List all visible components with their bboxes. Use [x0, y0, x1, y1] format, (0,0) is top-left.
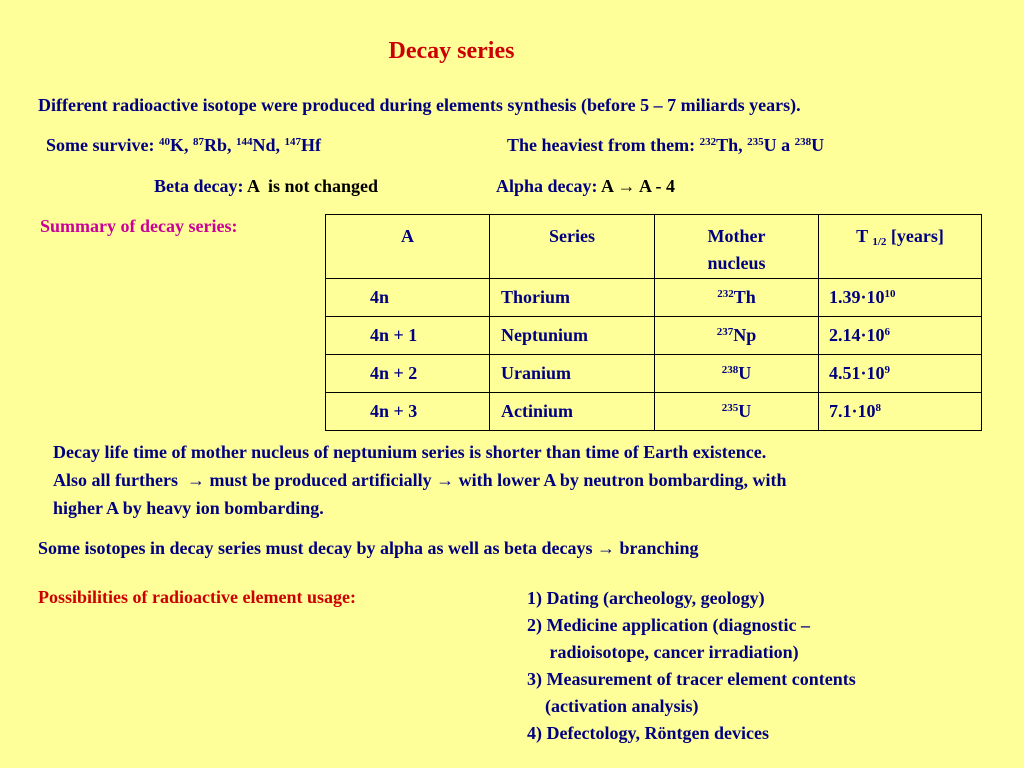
cell-half-life [819, 355, 982, 393]
header-mother-nucleus [655, 215, 819, 279]
usage-item: 3) Measurement of tracer element contents [527, 669, 856, 689]
beta-decay-value: A is not changed [246, 176, 379, 196]
isotope-symbol: Nd [252, 135, 276, 155]
usage-item: 2) Medicine application (diagnostic – [527, 615, 810, 635]
separator: a [776, 135, 795, 155]
usage-item: radioisotope, cancer irradiation) [527, 642, 799, 662]
alpha-decay-value: A → A - 4 [601, 176, 676, 196]
table-row [326, 279, 982, 317]
half-life-base: 7.1·10 [829, 401, 876, 421]
heaviest-label: The heaviest from them: [507, 135, 700, 155]
half-life-exponent: 8 [875, 402, 882, 414]
cell-series: Actinium [490, 393, 655, 431]
cell-series: Neptunium [490, 317, 655, 355]
separator: , [275, 135, 285, 155]
neptunium-paragraph [53, 438, 787, 522]
usage-item: 4) Defectology, Röntgen devices [527, 723, 769, 743]
table-row [326, 317, 982, 355]
paragraph-line: Also all furthers → must be produced artificially → with lower A by neutron bombarding, with [53, 470, 787, 490]
table-row [326, 355, 982, 393]
header-a: A [326, 215, 490, 279]
cell-a: 4n + 2 [326, 355, 490, 393]
isotope-mass: 87 [193, 136, 204, 148]
cell-a: 4n + 3 [326, 393, 490, 431]
beta-decay-line [154, 176, 378, 197]
usage-label: Possibilities of radioactive element usage: [38, 587, 356, 607]
header-half-life [819, 215, 982, 279]
half-life-exponent: 6 [884, 326, 891, 338]
isotope-symbol: Hf [301, 135, 322, 155]
header-t-unit: [years] [886, 226, 944, 246]
survive-line [46, 135, 321, 156]
half-life-base: 4.51·10 [829, 363, 885, 383]
usage-list [527, 585, 856, 747]
beta-decay-label: Beta decay: [154, 176, 247, 196]
isotope-mass: 144 [236, 136, 253, 148]
nucleus-symbol: U [738, 363, 752, 383]
decay-series-table [325, 214, 982, 431]
header-mother-line1: Mother [707, 226, 766, 246]
isotope-mass: 238 [794, 136, 812, 148]
cell-a: 4n [326, 279, 490, 317]
header-t: T [856, 226, 873, 246]
survive-label: Some survive: [46, 135, 159, 155]
page-title: Decay series [388, 38, 515, 64]
intro-text: Different radioactive isotope were produced during elements synthesis (before 5 – 7 miliards years). [38, 95, 801, 115]
separator: , [738, 135, 748, 155]
heaviest-line [507, 135, 824, 156]
nucleus-mass: 238 [721, 364, 739, 376]
nucleus-symbol: Th [733, 287, 756, 307]
isotope-symbol: K [169, 135, 184, 155]
cell-mother-nucleus [655, 355, 819, 393]
cell-series: Thorium [490, 279, 655, 317]
usage-item: 1) Dating (archeology, geology) [527, 588, 765, 608]
isotope-symbol: U [763, 135, 777, 155]
half-life-base: 2.14·10 [829, 325, 885, 345]
cell-mother-nucleus [655, 279, 819, 317]
nucleus-mass: 235 [721, 402, 739, 414]
half-life-base: 1.39·10 [829, 287, 885, 307]
cell-a: 4n + 1 [326, 317, 490, 355]
nucleus-symbol: Np [733, 325, 757, 345]
usage-item: (activation analysis) [527, 696, 699, 716]
cell-mother-nucleus [655, 317, 819, 355]
cell-half-life [819, 279, 982, 317]
isotope-mass: 232 [699, 136, 717, 148]
alpha-decay-label: Alpha decay: [496, 176, 602, 196]
separator: , [227, 135, 237, 155]
nucleus-symbol: U [738, 401, 752, 421]
table-header-row [326, 215, 982, 279]
paragraph-line: higher A by heavy ion bombarding. [53, 498, 324, 518]
isotope-symbol: Rb [204, 135, 228, 155]
header-mother-line2: nucleus [707, 253, 766, 273]
isotope-symbol: U [811, 135, 825, 155]
summary-label: Summary of decay series: [40, 216, 238, 236]
isotope-mass: 235 [747, 136, 764, 148]
cell-mother-nucleus [655, 393, 819, 431]
header-t-sub: 1/2 [872, 236, 887, 248]
isotope-mass: 147 [284, 136, 302, 148]
separator: , [184, 135, 193, 155]
table-row [326, 393, 982, 431]
cell-half-life [819, 393, 982, 431]
nucleus-mass: 232 [717, 288, 734, 300]
half-life-exponent: 10 [884, 288, 896, 300]
nucleus-mass: 237 [716, 326, 734, 338]
branching-text: Some isotopes in decay series must decay by alpha as well as beta decays → branching [38, 538, 699, 558]
cell-series: Uranium [490, 355, 655, 393]
header-series: Series [490, 215, 655, 279]
isotope-symbol: Th [716, 135, 739, 155]
alpha-decay-line [496, 176, 675, 197]
half-life-exponent: 9 [884, 364, 891, 376]
paragraph-line: Decay life time of mother nucleus of neptunium series is shorter than time of Earth existence. [53, 442, 767, 462]
cell-half-life [819, 317, 982, 355]
isotope-mass: 40 [158, 136, 170, 148]
